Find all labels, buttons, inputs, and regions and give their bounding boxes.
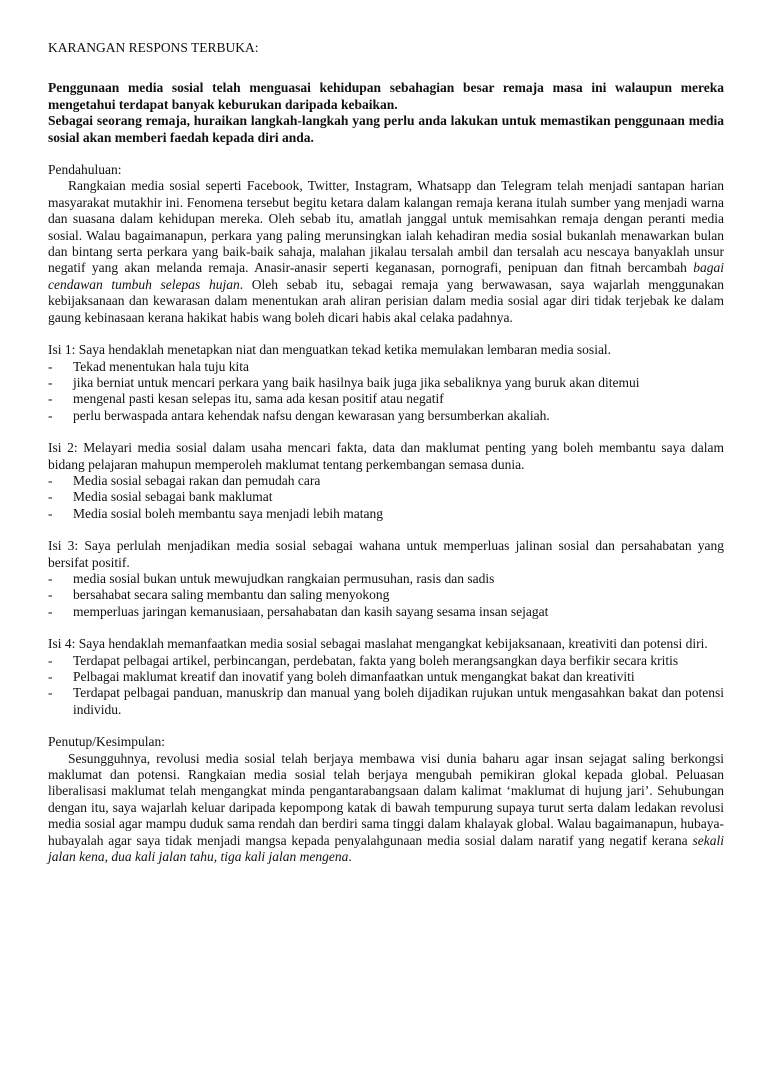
point-bullet-list [48, 653, 724, 719]
list-item: - perlu berwaspada antara kehendak nafsu dengan kewarasan yang bersumberkan akaliah. [48, 407, 550, 423]
point-bullet-list [48, 359, 724, 425]
point-section-2 [48, 440, 724, 522]
list-item: - mengenal pasti kesan selepas itu, sama ada kesan positif atau negatif [48, 391, 444, 407]
document-title: KARANGAN RESPONS TERBUKA: [48, 40, 259, 55]
list-item: - media sosial bukan untuk mewujudkan rangkaian permusuhan, rasis dan sadis [48, 570, 495, 586]
point-section-3 [48, 538, 724, 620]
list-item: - bersahabat secara saling membantu dan saling menyokong [48, 587, 390, 603]
list-item: - Pelbagai maklumat kreatif dan inovatif yang boleh dimanfaatkan untuk mengangkat bakat dan kreativiti [48, 669, 635, 684]
point-section-1 [48, 342, 724, 424]
essay-page [48, 40, 724, 865]
list-item: - Tekad menentukan hala tuju kita [48, 358, 249, 374]
essay-question-line1: Penggunaan media sosial telah menguasai kehidupan sebahagian besar remaja masa ini walaupun mereka mengetahui terdapat banyak keburukan daripada kebaikan. [48, 80, 724, 112]
point-heading: Isi 4: Saya hendaklah memanfaatkan media sosial sebagai maslahat mengangkat kebijaksanaan, kreativiti dan potensi diri. [48, 636, 708, 652]
list-item: - memperluas jaringan kemanusiaan, persahabatan dan kasih sayang sesama insan sejagat [48, 603, 549, 619]
point-section-4 [48, 636, 724, 718]
peribahasa-italic: bagai cendawan tumbuh selepas hujan [48, 260, 724, 292]
conclusion-paragraph: Sesungguhnya, revolusi media sosial telah berjaya membawa visi dunia baharu agar insan sejagat saling berkongsi maklumat dan potensi. Rangkaian media sosial telah berjaya mengubah pemikiran glokal kepada global. Peluasan liberalisasi maklumat telah mengangkat minda pengantarabangsaan dalam kalimat ‘maklumat di hujung jari’. Sehubungan dengan itu, saya wajarlah keluar daripada kepompong katak di bawah tempurung supaya turut serta dalam ledakan revolusi media sosial agar mampu duduk sama rendah dan berdiri sama tinggi dalam khalayak global. Walau bagaimanapun, hubaya-hubayalah agar saya tidak menjadi mangsa kepada penyalahgunaan media sosial dalam naratif yang negatif kerana sekali jalan kena, dua kali jalan tahu, tiga kali jalan mengena. [48, 750, 724, 865]
conclusion-section [48, 734, 724, 865]
point-heading: Isi 1: Saya hendaklah menetapkan niat dan menguatkan tekad ketika memulakan lembaran media sosial. [48, 342, 612, 358]
list-item: - Media sosial boleh membantu saya menjadi lebih matang [48, 505, 384, 521]
peribahasa-italic: sekali jalan kena, dua kali jalan tahu, tiga kali jalan mengena [48, 832, 724, 865]
introduction-section [48, 162, 724, 326]
list-item: - jika berniat untuk mencari perkara yang baik hasilnya baik juga jika sebaliknya yang buruk akan ditemui [48, 374, 640, 390]
introduction-paragraph: Rangkaian media sosial seperti Facebook, Twitter, Instagram, Whatsapp dan Telegram telah menjadi santapan harian masyarakat mutakhir ini. Fenomena tersebut begitu ketara dalam kalangan remaja kerana itulah sumber yang menjadi warna dan suasana dalam kehidupan mereka. Oleh sebab itu, amatlah janggal untuk memisahkan remaja dengan peranti media sosial. Walau bagaimanapun, perkara yang paling merunsingkan ialah kehadiran media sosial bukanlah menawarkan bulan dan bintang serta perkara yang baik-baik sahaja, malahan jikalau tersalah ambil dan tersalah acu nescaya banyaklah unsur negatif yang akan melanda remaja. Anasir-anasir seperti keganasan, pornografi, penipuan dan fitnah bercambah bagai cendawan tumbuh selepas hujan. Oleh sebab itu, sebagai remaja yang berwawasan, saya wajarlah menggunakan kebijaksanaan dan kewarasan dalam menentukan arah aliran perisian dalam media sosial agar diri tidak terjebak ke dalam gaung kebinasaan kerana hakikat habis wang boleh dicari habis akal celaka padahnya. [48, 178, 725, 325]
list-item: - Terdapat pelbagai panduan, manuskrip dan manual yang boleh dijadikan rujukan untuk mengasahkan bakat dan potensi individu. [48, 685, 724, 717]
point-bullet-list [48, 473, 724, 522]
list-item: - Media sosial sebagai rakan dan pemudah cara [48, 472, 321, 488]
introduction-heading: Pendahuluan: [48, 162, 122, 178]
list-item: - Media sosial sebagai bank maklumat [48, 489, 273, 505]
list-item: - Terdapat pelbagai artikel, perbincangan, perdebatan, fakta yang boleh merangsangkan daya berfikir secara kritis [48, 652, 679, 668]
essay-question-line2: Sebagai seorang remaja, huraikan langkah-langkah yang perlu anda lakukan untuk memastikan penggunaan media sosial akan memberi faedah kepada diri anda. [48, 113, 724, 145]
point-heading: Isi 2: Melayari media sosial dalam usaha mencari fakta, data dan maklumat penting yang boleh membantu saya dalam bidang pelajaran mahupun memperoleh maklumat tentang perkembangan semasa dunia. [48, 440, 724, 472]
point-heading: Isi 3: Saya perlulah menjadikan media sosial sebagai wahana untuk memperluas jalinan sosial dan persahabatan yang bersifat positif. [48, 538, 724, 570]
conclusion-heading: Penutup/Kesimpulan: [48, 734, 165, 750]
point-bullet-list [48, 571, 724, 620]
